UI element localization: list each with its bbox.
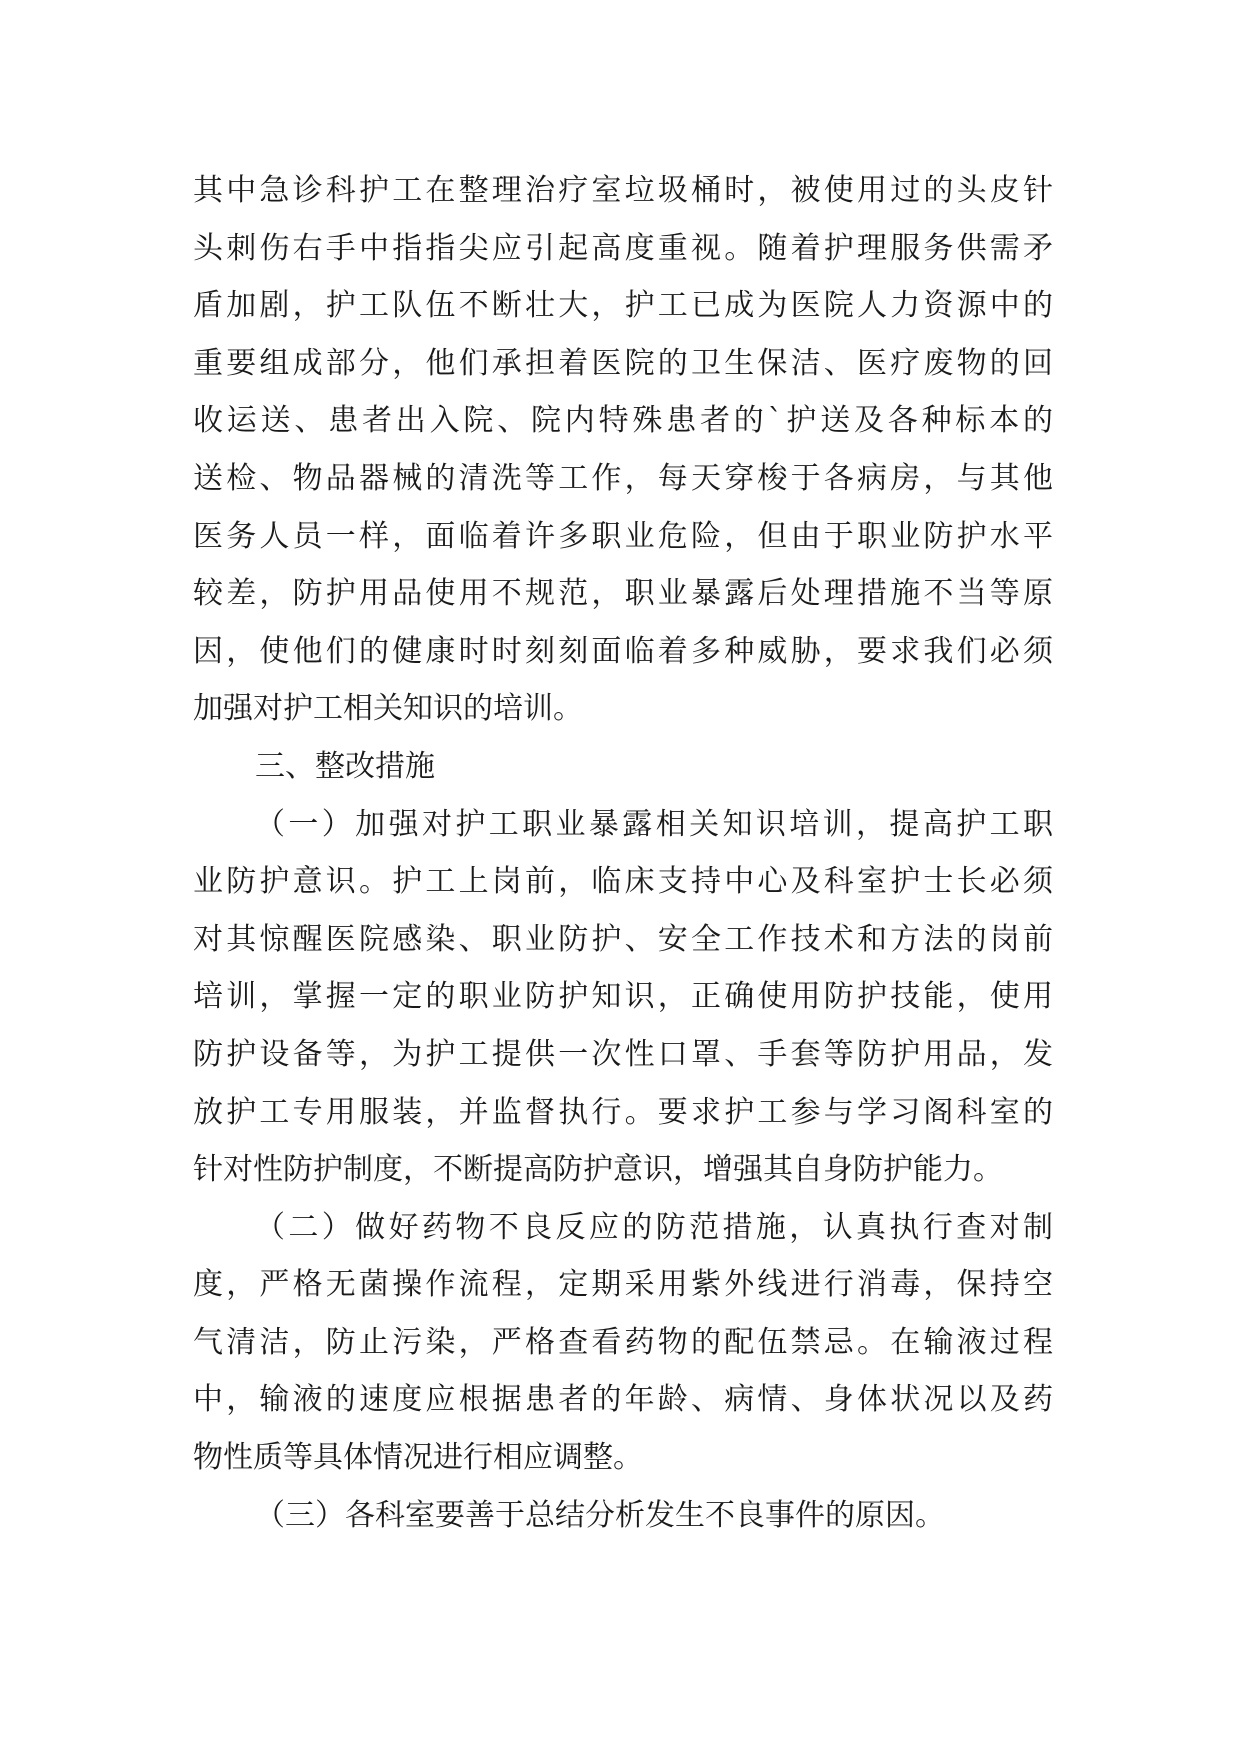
body-line: 加强对护工相关知识的培训。 (193, 691, 583, 727)
body-line: 针对性防护制度，不断提高防护意识，增强其自身防护能力。 (193, 1152, 1003, 1188)
section-heading: 三、整改措施 (255, 748, 435, 784)
body-line: 盾加剧，护工队伍不断壮大，护工已成为医院人力资源中的 (193, 288, 1053, 324)
document-body (193, 162, 1053, 1544)
body-line: 度，严格无菌操作流程，定期采用紫外线进行消毒，保持空 (193, 1267, 1053, 1303)
body-line: 中，输液的速度应根据患者的年龄、病情、身体状况以及药 (193, 1382, 1053, 1418)
body-line: 头刺伤右手中指指尖应引起高度重视。随着护理服务供需矛 (193, 230, 1053, 266)
body-line: 其中急诊科护工在整理治疗室垃圾桶时，被使用过的头皮针 (193, 173, 1053, 208)
body-line: 对其惊醒医院感染、职业防护、安全工作技术和方法的岗前 (193, 921, 1053, 957)
body-line: 较差，防护用品使用不规范，职业暴露后处理措施不当等原 (193, 576, 1053, 612)
body-line: 收运送、患者出入院、院内特殊患者的`护送及各种标本的 (193, 403, 1053, 439)
body-line: （一）加强对护工职业暴露相关知识培训，提高护工职 (255, 806, 1053, 842)
body-line: 培训，掌握一定的职业防护知识，正确使用防护技能，使用 (193, 979, 1053, 1015)
body-line: 送检、物品器械的清洗等工作，每天穿梭于各病房，与其他 (193, 460, 1053, 496)
body-line: 物性质等具体情况进行相应调整。 (193, 1440, 643, 1476)
body-line: （三）各科室要善于总结分析发生不良事件的原因。 (255, 1497, 945, 1533)
body-line: 医务人员一样，面临着许多职业危险，但由于职业防护水平 (193, 518, 1053, 554)
body-line: （二）做好药物不良反应的防范措施，认真执行查对制 (255, 1209, 1053, 1245)
body-line: 重要组成部分，他们承担着医院的卫生保洁、医疗废物的回 (193, 345, 1053, 381)
body-line: 放护工专用服装，并监督执行。要求护工参与学习阁科室的 (193, 1094, 1053, 1130)
body-line: 业防护意识。护工上岗前，临床支持中心及科室护士长必须 (193, 864, 1053, 900)
body-line: 气清洁，防止污染，严格查看药物的配伍禁忌。在输液过程 (193, 1324, 1053, 1360)
body-line: 防护设备等，为护工提供一次性口罩、手套等防护用品，发 (193, 1036, 1053, 1072)
body-line: 因，使他们的健康时时刻刻面临着多种威胁，要求我们必须 (193, 633, 1053, 669)
